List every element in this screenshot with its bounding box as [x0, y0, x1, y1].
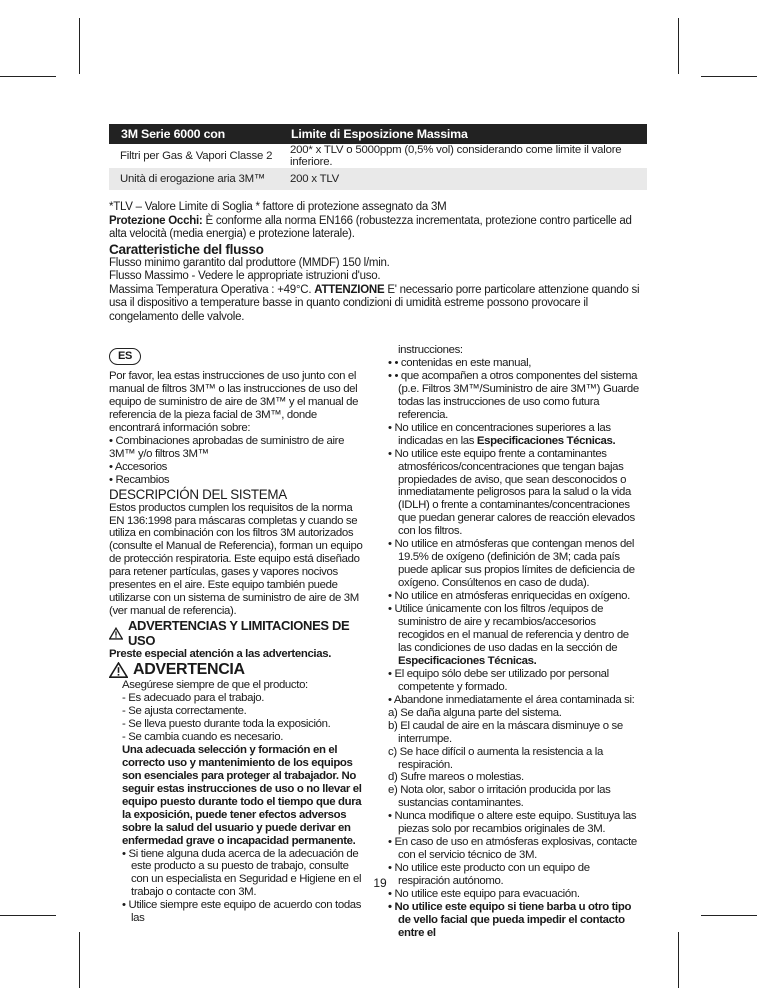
bullet-item: • Utilice siempre este equipo de acuerdo con todas las	[122, 899, 362, 925]
temp-note	[109, 284, 649, 325]
table-cell: 200 x TLV	[279, 168, 647, 190]
table-row	[109, 168, 647, 190]
bullet-item: • No utilice este equipo si tiene barba u otro tipo de vello facial que pueda impedir el contacto entre el	[388, 900, 632, 939]
ensure-text: Asegúrese siempre de que el producto:	[122, 679, 308, 692]
crop-mark	[0, 915, 56, 916]
bullet-bold-text: Especificaciones Técnicas.	[476, 434, 616, 447]
flow-max: Flusso Massimo - Vedere le appropriate istruzioni d'uso.	[109, 270, 381, 282]
bullet-bold-text: Especificaciones Técnicas.	[398, 654, 537, 667]
intro-text: Por favor, lea estas instrucciones de uso junto con el manual de filtros 3M™ o las instrucciones de uso del equipo de suministro de aire de 3M™ y el manual de referencia de la pieza facial de 3M™, donde encontrará información sobre:	[109, 370, 359, 434]
alpha-item: e) Nota olor, sabor o irritación producida por las sustancias contaminantes.	[388, 784, 611, 810]
attention-label: ATTENZIONE	[314, 283, 385, 296]
crop-mark	[701, 76, 757, 77]
bullet-item: • En caso de uso en atmósferas explosivas, contacte con el servicio técnico de 3M.	[388, 836, 637, 862]
bullet-item: • No utilice en atmósferas enriquecidas en oxígeno.	[388, 590, 630, 603]
table-cell: 200* x TLV o 5000ppm (0,5% vol) considerando come limite il valore inferiore.	[279, 144, 647, 168]
bullet-text: • Utilice únicamente con los filtros /equipos de suministro de aire y recambios/accesorios recogidos en el manual de referencia y dentro de las condiciones de uso dadas en la sección de	[388, 603, 629, 654]
system-text: Estos productos cumplen los requisitos de la norma EN 136:1998 para máscaras completas y cuando se utiliza en combinación con los filtros 3M autorizados (consulte el Manual de Referencia), forman un equipo de protección respiratoria. Este equipo está diseñado para retener partículas, gases y vapores nocivos presentes en el aire. Este equipo también puede utilizarse con un sistema de suministro de aire de 3M (ver manual de referencia).	[109, 501, 363, 618]
alpha-item: d) Sufre mareos o molestias.	[388, 771, 524, 784]
table-header-row	[109, 124, 647, 144]
italian-notes	[109, 201, 649, 324]
warning-triangle-icon	[109, 627, 123, 640]
bullet-item	[388, 603, 642, 668]
flow-min: Flusso minimo garantito dal produttore (MMDF) 150 l/min.	[109, 256, 390, 269]
tlv-note: *TLV – Valore Limite di Soglia * fattore di protezione assegnato da 3M	[109, 201, 447, 213]
warnings-heading	[109, 618, 363, 648]
check-item: - Se ajusta correctamente.	[122, 705, 247, 718]
table-header-cell: Limite di Esposizione Massima	[279, 124, 647, 144]
check-item: - Es adecuado para el trabajo.	[122, 692, 265, 705]
bullet-item: • Nunca modifique o altere este equipo. Sustituya las piezas solo por recambios originales de 3M.	[388, 810, 637, 836]
crop-mark	[678, 932, 679, 988]
eye-protection	[109, 215, 649, 242]
system-heading: DESCRIPCIÓN DEL SISTEMA	[109, 486, 287, 502]
check-item: - Se lleva puesto durante toda la exposición.	[122, 717, 331, 730]
table-cell: Unità di erogazione aria 3M™	[109, 168, 279, 190]
list-item: • Recambios	[109, 473, 170, 486]
alpha-item: a) Se daña alguna parte del sistema.	[388, 706, 562, 719]
bullet-item: • No utilice en atmósferas que contengan menos del 19.5% de oxígeno (definición de 3M; cada país puede aplicar sus propios límites de deficiencia de oxígeno. Consúltenos en caso de duda).	[388, 538, 635, 590]
list-item: • Accesorios	[109, 460, 168, 473]
bullet-item	[388, 422, 642, 448]
warnings-sub: Preste especial atención a las advertencias.	[109, 648, 332, 661]
crop-mark	[701, 915, 757, 916]
flow-heading: Caratteristiche del flusso	[109, 241, 264, 257]
continued-text: instrucciones:	[398, 344, 463, 356]
bullet-item: • No utilice este producto con un equipo de respiración autónomo.	[388, 862, 590, 888]
language-badge: ES	[109, 348, 141, 365]
spanish-right-column	[388, 344, 642, 940]
table-row	[109, 144, 647, 168]
bullet-item: • El equipo sólo debe ser utilizado por personal competente y formado.	[388, 667, 609, 693]
warning-triangle-icon	[109, 662, 128, 678]
crop-mark	[678, 18, 679, 74]
bullet-item: • No utilice este equipo para evacuación.	[388, 888, 580, 901]
page-number: 19	[373, 876, 387, 890]
bullet-item: • • que acompañen a otros componentes del sistema (p.e. Filtros 3M™/Suministro de aire 3M™) Guarde todas las instrucciones de uso como futura referencia.	[388, 369, 639, 421]
bullet-item: • Si tiene alguna duda acerca de la adecuación de este producto a su puesto de trabajo, consulte con un especialista en Seguridad e Higiene en el trabajo o contacte con 3M.	[122, 847, 362, 899]
check-item: - Se cambia cuando es necesario.	[122, 730, 284, 743]
eye-protection-label: Protezione Occhi:	[109, 214, 203, 227]
warning-body	[109, 679, 363, 847]
bullet-item: • No utilice este equipo frente a contaminantes atmosféricos/concentraciones que tengan bajas propiedades de aviso, que sean desconocidos o inmediatamente peligrosos para la salud o la vida (IDLH) o frente a contaminantes/concentraciones que puedan generar calores de reacción elevados con los filtros.	[388, 447, 635, 538]
spanish-left-column	[109, 348, 363, 925]
bullet-text: • No utilice en concentraciones superiores a las indicadas en las	[388, 421, 611, 447]
warning-heading	[109, 661, 363, 679]
warnings-heading-text: ADVERTENCIAS Y LIMITACIONES DE USO	[128, 618, 350, 649]
crop-mark	[79, 18, 80, 74]
crop-mark	[0, 76, 56, 77]
crop-mark	[79, 932, 80, 988]
table-cell: Filtri per Gas & Vapori Classe 2	[109, 144, 279, 168]
bullet-item: • Abandone inmediatamente el área contaminada si:	[388, 693, 635, 706]
bullet-item: • • contenidas en este manual,	[388, 356, 532, 369]
temp-rest: E' necessario porre particolare attenzione quando si usa il dispositivo a temperature basse in quanto condizioni di umidità estreme possono provocare il congelamento delle valvole.	[109, 283, 640, 323]
exposure-limit-table	[109, 124, 647, 190]
bold-warning: Una adecuada selección y formación en el correcto uso y mantenimiento de los equipos son esenciales para proteger al trabajador. No seguir estas instrucciones de uso o no llevar el equipo puesto durante todo el tiempo que dura la exposición, puede tener efectos adversos sobre la salud del usuario y puede derivar en enfermedad grave o incapacidad permanente.	[122, 743, 362, 847]
table-header-cell: 3M Serie 6000 con	[109, 124, 279, 144]
alpha-item: b) El caudal de aire en la máscara disminuye o se interrumpe.	[388, 719, 623, 745]
list-item: • Combinaciones aprobadas de suministro de aire 3M™ y/o filtros 3M™	[109, 434, 345, 460]
warning-heading-text: ADVERTENCIA	[133, 661, 245, 679]
eye-protection-text: È conforme alla norma EN166 (robustezza incrementata, protezione contro particelle ad alta velocità (media energia) e protezione laterale).	[109, 214, 632, 240]
alpha-item: c) Se hace difícil o aumenta la resistencia a la respiración.	[388, 745, 603, 771]
temp-text: Massima Temperatura Operativa : +49°C.	[109, 283, 315, 296]
